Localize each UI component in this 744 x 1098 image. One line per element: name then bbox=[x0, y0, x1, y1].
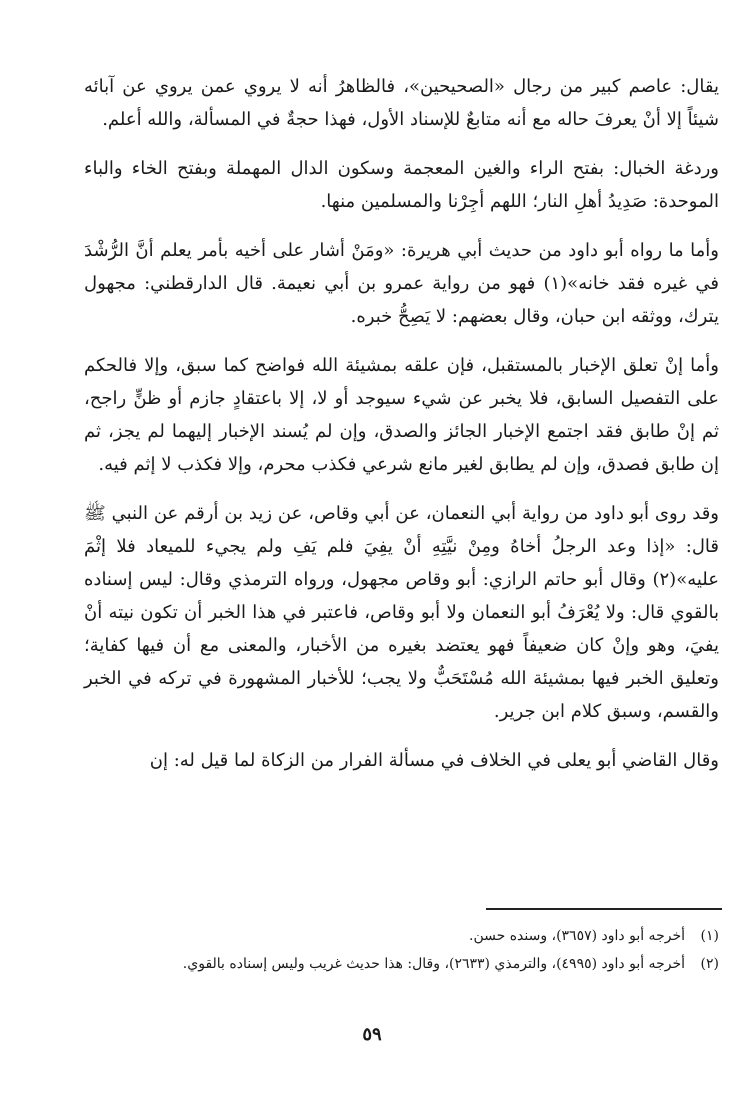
footnote-number: (١) bbox=[700, 928, 719, 944]
footnote-2 bbox=[84, 952, 719, 976]
main-text bbox=[84, 70, 719, 777]
footnote-text: أخرجه أبو داود (٣٦٥٧)، وسنده حسن. bbox=[469, 928, 685, 944]
paragraph-1: يقال: عاصم كبير من رجال «الصحيحين»، فالظاهرُ أنه لا يروي عمن يروي عن آبائه شيئاً إلا أنْ يعرفَ حاله مع أنه متابعٌ للإسناد الأول، فهذا حجةٌ في المسألة، والله أعلم. bbox=[84, 76, 719, 130]
page-number: ٥٩ bbox=[362, 1024, 382, 1045]
paragraph-6: وقال القاضي أبو يعلى في الخلاف في مسألة الفرار من الزكاة لما قيل له: إن bbox=[149, 750, 719, 771]
paragraph-3: وأما ما رواه أبو داود من حديث أبي هريرة: «ومَنْ أشار على أخيه بأمر يعلم أنَّ الرُّشْدَ في غيره فقد خانه»(١) فهو من رواية عمرو بن أبي نعيمة. قال الدارقطني: مجهول يترك، ووثقه ابن حبان، وقال بعضهم: لا يَصِحُّ خبره. bbox=[84, 240, 719, 327]
paragraph-2: وردغة الخبال: بفتح الراء والغين المعجمة وسكون الدال المهملة وبفتح الخاء والباء الموحدة: صَدِيدُ أهلِ النار؛ اللهم أجِرْنا والمسلمين منها. bbox=[84, 158, 719, 212]
footnote-text: أخرجه أبو داود (٤٩٩٥)، والترمذي (٢٦٣٣)، وقال: هذا حديث غريب وليس إسناده بالقوي. bbox=[182, 956, 685, 972]
footnote-1 bbox=[84, 924, 719, 948]
footnote-number: (٢) bbox=[700, 956, 719, 972]
paragraph-5: وقد روى أبو داود من رواية أبي النعمان، عن أبي وقاص، عن زيد بن أرقم عن النبي ﷺ قال: «إذا وعد الرجلُ أخاهُ ومِنْ نيَّتِهِ أنْ يفِيَ فلم يَفِ ولم يجيء للميعاد فلا إثْمَ عليه»(٢) وقال أبو حاتم الرازي: أبو وقاص مجهول، ورواه الترمذي وقال: ليس إسناده بالقوي قال: ولا يُعْرَفُ أبو النعمان ولا أبو وقاص، فاعتبر في هذا الخبر أن تكون نيته أنْ يفيَ، وهو وإنْ كان ضعيفاً فهو يعتضد بغيره من الأخبار، والمعنى مع أن فيها كفاية؛ وتعليق الخبر فيها بمشيئة الله مُسْتَحَبٌّ ولا يجب؛ للأخبار المشهورة في تركه في الخبر والقسم، وسبق كلام ابن جرير. bbox=[84, 503, 719, 722]
footnotes bbox=[84, 924, 719, 980]
paragraph-4: وأما إنْ تعلق الإخبار بالمستقبل، فإن علقه بمشيئة الله فواضح كما سبق، وإلا فالحكم على التفصيل السابق، فلا يخبر عن شيء سيوجد أو لا، إلا باعتقادٍ جازم أو ظنٍّ راجح، ثم إنْ طابق فقد اجتمع الإخبار الجائز والصدق، وإن لم يُسند الإخبار إليهما لم يجز، ثم إن طابق فصدق، وإن لم يطابق لغير مانع شرعي فكذب محرم، وإلا فكذب لا إثم فيه. bbox=[84, 355, 719, 475]
footnote-separator bbox=[486, 908, 722, 910]
